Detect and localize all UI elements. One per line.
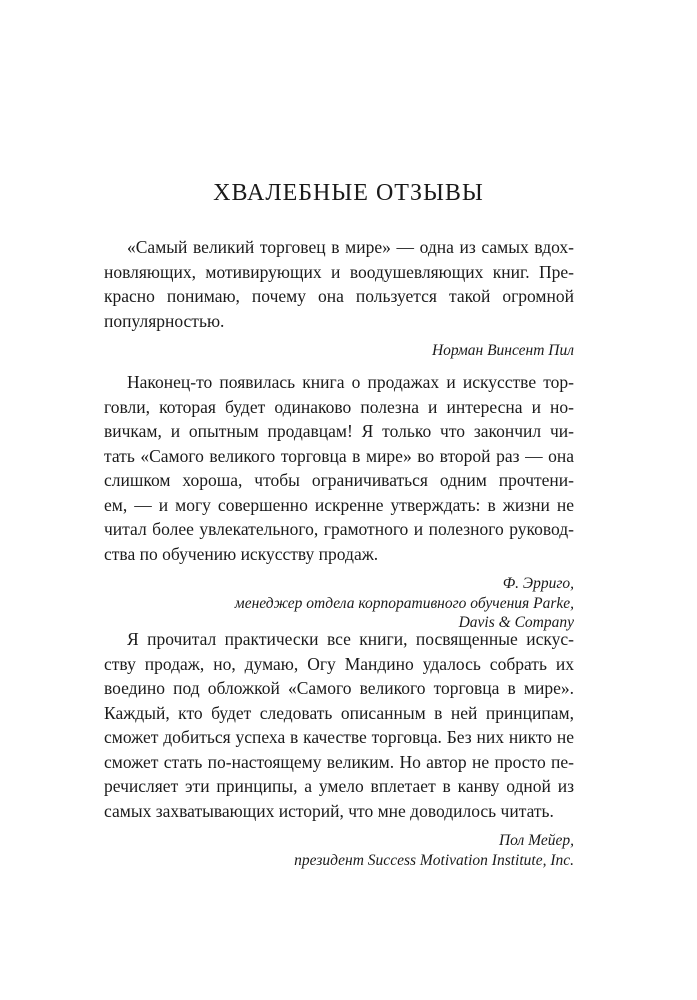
review-attribution: [104, 574, 574, 633]
review-line: говли, которая будет одинаково полезна и интересна и но-: [104, 396, 574, 417]
review-line: Я прочитал практически все книги, посвященные искус-: [127, 629, 574, 649]
review-line: ства по обучению искусству продаж.: [104, 543, 379, 564]
review-1: [104, 235, 574, 361]
review-author-position: президент Success Motivation Institute, Inc.: [294, 851, 574, 869]
review-author: Норман Винсент Пил: [431, 342, 574, 359]
review-line: ству продаж, но, думаю, Огу Мандино удалось собрать их: [104, 653, 574, 674]
review-line: популярностью.: [104, 310, 225, 331]
review-line: Наконец-то появилась книга о продажах и искусстве тор-: [127, 372, 574, 392]
review-line: речисляет эти принципы, а умело вплетает в канву одной из: [104, 776, 574, 796]
review-3: [104, 627, 574, 870]
review-line: Каждый, кто будет следовать описанным в ней принципам,: [104, 702, 574, 723]
review-author-position: менеджер отдела корпоративного обучения Parke,: [234, 594, 574, 612]
review-text: [104, 627, 574, 823]
review-author-position: Davis & Company: [458, 614, 574, 631]
review-line: слишком хороша, чтобы ограничиваться одним прочтени-: [104, 470, 574, 490]
review-line: сможет добиться успеха в качестве торговца. Без них никто не: [104, 727, 574, 747]
review-2: [104, 370, 574, 633]
review-line: самых захватывающих историй, что мне доводилось читать.: [104, 800, 554, 821]
review-author: Ф. Эрриго,: [502, 575, 574, 592]
review-line: «Самый великий торговец в мире» — одна из самых вдох-: [127, 237, 574, 257]
review-line: вичкам, и опытным продавцам! Я только что закончил чи-: [104, 421, 574, 441]
review-text: [104, 235, 574, 333]
review-author: Пол Мейер,: [498, 832, 574, 849]
review-line: читал более увлекательного, грамотного и полезного руковод-: [104, 519, 574, 539]
review-line: красно понимаю, почему она пользуется такой огромной: [104, 286, 574, 306]
review-line: тать «Самого великого торговца в мире» во второй раз — она: [104, 445, 574, 466]
review-text: [104, 370, 574, 566]
review-line: сможет стать по-настоящему великим. Но автор не просто пе-: [104, 751, 574, 772]
review-line: новляющих, мотивирующих и воодушевляющих книг. Пре-: [104, 261, 574, 282]
review-line: воедино под обложкой «Самого великого торговца в мире».: [104, 678, 574, 698]
page-title: ХВАЛЕБНЫЕ ОТЗЫВЫ: [213, 180, 484, 206]
review-line: ем, — и могу совершенно искренне утверждать: в жизни не: [104, 494, 574, 515]
review-attribution: [104, 341, 574, 361]
review-attribution: [104, 831, 574, 870]
